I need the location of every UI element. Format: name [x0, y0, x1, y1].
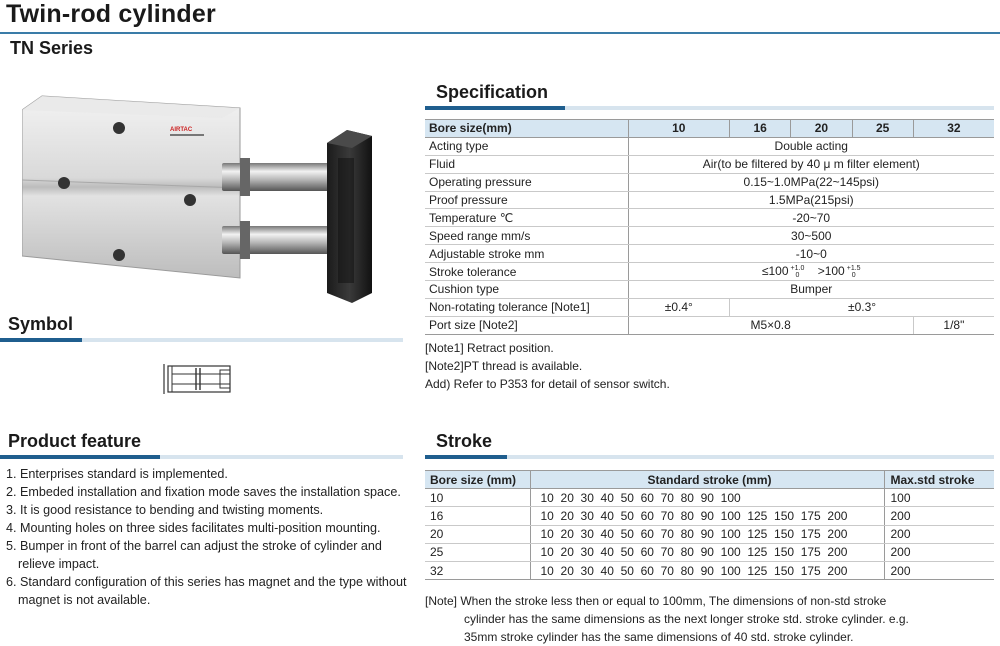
spec-row [425, 173, 994, 191]
bore-20: 20 [791, 120, 852, 138]
list-item: 6. Standard configuration of this series has magnet and the type without magnet is not available. [6, 575, 407, 607]
stroke-bore-cell: 32 [425, 561, 530, 579]
spec-row [425, 191, 994, 209]
stroke-bore-cell: 10 [425, 489, 530, 507]
spec-row [425, 316, 994, 334]
spec-value: -10~0 [628, 245, 994, 263]
spec-label: Operating pressure [425, 173, 628, 191]
spec-row [425, 209, 994, 227]
stroke-note [425, 592, 995, 646]
spec-note: [Note1] Retract position. [425, 341, 554, 355]
title-divider [0, 32, 1000, 34]
stroke-note-line: 35mm stroke cylinder has the same dimensions of 40 std. stroke cylinder. [464, 630, 854, 644]
spec-row [425, 263, 994, 281]
tolerance-long: >100 +1.5 0 [817, 264, 861, 279]
spec-row [425, 155, 994, 173]
stroke-header-max: Max.std stroke [884, 471, 994, 489]
spec-row [425, 227, 994, 245]
stroke-values-cell: 10 20 30 40 50 60 70 80 90 100 125 150 175 200 [530, 525, 884, 543]
stroke-max-cell: 200 [884, 507, 994, 525]
stroke-bore-cell: 16 [425, 507, 530, 525]
spec-value: -20~70 [628, 209, 994, 227]
spec-notes [425, 339, 670, 393]
spec-label: Cushion type [425, 281, 628, 299]
spec-row [425, 245, 994, 263]
spec-value: 30~500 [628, 227, 994, 245]
specification-divider [425, 106, 994, 110]
spec-value: Air(to be filtered by 40 μ m filter element) [628, 155, 994, 173]
spec-label: Proof pressure [425, 191, 628, 209]
spec-note: [Note2]PT thread is available. [425, 359, 583, 373]
spec-label: Non-rotating tolerance [Note1] [425, 298, 628, 316]
stroke-max-cell: 200 [884, 543, 994, 561]
list-item: 4. Mounting holes on three sides facilitates multi-position mounting. [6, 521, 381, 535]
spec-row [425, 137, 994, 155]
specification-heading: Specification [436, 82, 549, 102]
bore-16: 16 [730, 120, 791, 138]
symbol-heading: Symbol [8, 314, 74, 334]
bore-10: 10 [628, 120, 730, 138]
bore-25: 25 [852, 120, 913, 138]
pneumatic-symbol-icon [160, 360, 240, 400]
spec-value: ±0.3° [730, 298, 994, 316]
page-title: Twin-rod cylinder [6, 0, 216, 28]
stroke-values-cell: 10 20 30 40 50 60 70 80 90 100 125 150 175 200 [530, 543, 884, 561]
spec-header-label: Bore size(mm) [425, 120, 628, 138]
stroke-table [425, 470, 994, 580]
stroke-note-line: [Note] When the stroke less then or equal to 100mm, The dimensions of non-std stroke [425, 594, 887, 608]
spec-header-row [425, 120, 994, 138]
spec-label: Fluid [425, 155, 628, 173]
list-item: 5. Bumper in front of the barrel can adjust the stroke of cylinder and relieve impact. [6, 539, 382, 571]
stroke-header-row [425, 471, 994, 489]
spec-value: 1.5MPa(215psi) [628, 191, 994, 209]
stroke-tolerance-value [628, 263, 994, 281]
table-row [425, 525, 994, 543]
feature-list [6, 465, 411, 609]
stroke-header-bore: Bore size (mm) [425, 471, 530, 489]
list-item: 2. Embeded installation and fixation mode saves the installation space. [6, 485, 401, 499]
brand-logo: AIRTAC [170, 127, 193, 133]
tolerance-short: ≤100 +1.0 0 [761, 264, 805, 279]
spec-value: 1/8" [913, 316, 994, 334]
spec-label: Stroke tolerance [425, 263, 628, 281]
product-feature-divider [0, 455, 403, 459]
list-item: 1. Enterprises standard is implemented. [6, 467, 228, 481]
stroke-values-cell: 10 20 30 40 50 60 70 80 90 100 125 150 175 200 [530, 507, 884, 525]
stroke-note-line: cylinder has the same dimensions as the next longer stroke std. stroke cylinder. e.g. [464, 612, 909, 626]
spec-value: M5×0.8 [628, 316, 913, 334]
stroke-values-cell: 10 20 30 40 50 60 70 80 90 100 [530, 489, 884, 507]
spec-label: Adjustable stroke mm [425, 245, 628, 263]
stroke-bore-cell: 20 [425, 525, 530, 543]
bore-32: 32 [913, 120, 994, 138]
spec-value: Double acting [628, 137, 994, 155]
stroke-heading: Stroke [436, 431, 493, 451]
spec-row [425, 298, 994, 316]
table-row [425, 543, 994, 561]
series-subtitle: TN Series [10, 38, 94, 58]
stroke-max-cell: 200 [884, 525, 994, 543]
spec-value: 0.15~1.0MPa(22~145psi) [628, 173, 994, 191]
table-row [425, 507, 994, 525]
spec-label: Port size [Note2] [425, 316, 628, 334]
stroke-values-cell: 10 20 30 40 50 60 70 80 90 100 125 150 175 200 [530, 561, 884, 579]
stroke-max-cell: 200 [884, 561, 994, 579]
spec-note: Add) Refer to P353 for detail of sensor switch. [425, 377, 670, 391]
list-item: 3. It is good resistance to bending and twisting moments. [6, 503, 324, 517]
spec-label: Acting type [425, 137, 628, 155]
spec-value: ±0.4° [628, 298, 730, 316]
stroke-divider [425, 455, 994, 459]
table-row [425, 561, 994, 579]
stroke-max-cell: 100 [884, 489, 994, 507]
product-photo [22, 88, 382, 313]
symbol-divider [0, 338, 403, 342]
spec-label: Speed range mm/s [425, 227, 628, 245]
stroke-header-standard: Standard stroke (mm) [530, 471, 884, 489]
stroke-bore-cell: 25 [425, 543, 530, 561]
spec-row [425, 281, 994, 299]
spec-value: Bumper [628, 281, 994, 299]
product-feature-heading: Product feature [8, 431, 142, 451]
spec-label: Temperature ℃ [425, 209, 628, 227]
specification-table [425, 119, 994, 335]
table-row [425, 489, 994, 507]
